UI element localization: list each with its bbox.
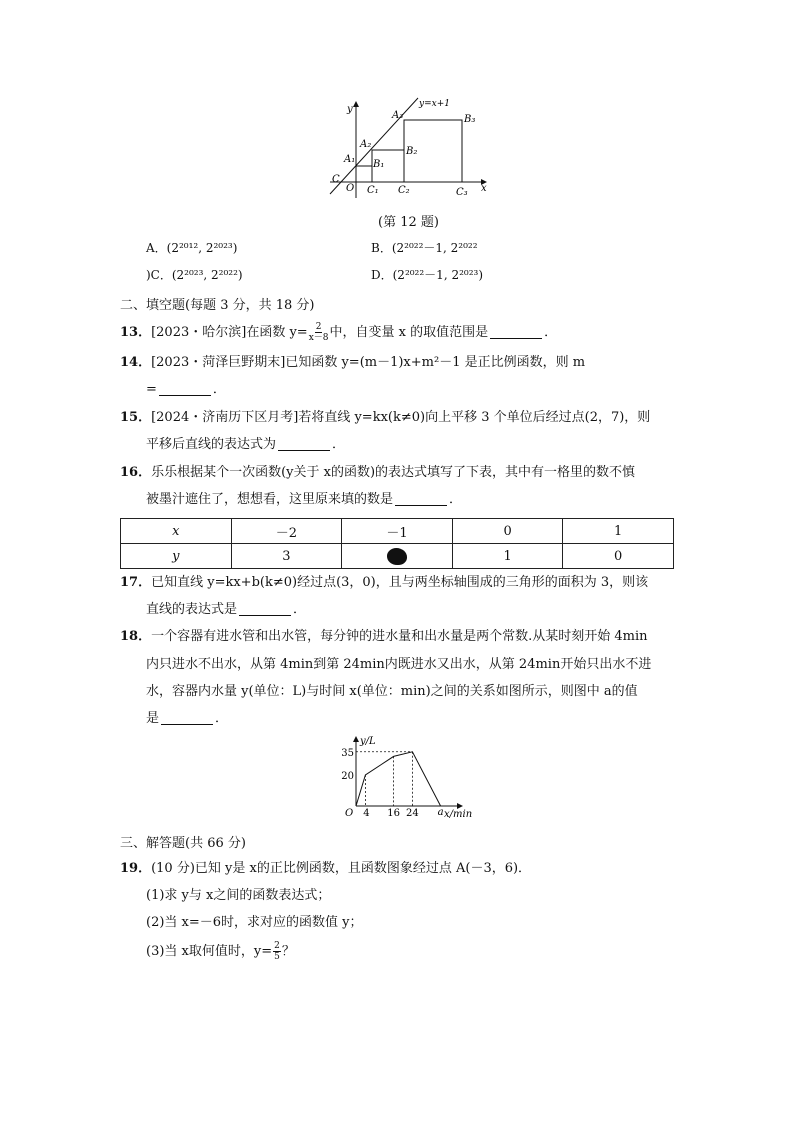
q19-fraction xyxy=(273,941,281,962)
chart-x-label: x/min xyxy=(444,809,473,820)
q15-line1: [2024・济南历下区月考]若将直线 y=kx(k≠0)向上平移 3 个单位后经过点(2，7)，则 xyxy=(151,410,651,425)
option-c: )C．(2²⁰²³, 2²⁰²²) xyxy=(146,268,243,282)
q13-answer-blank[interactable] xyxy=(490,337,542,339)
question-15-line1 xyxy=(120,408,650,428)
q18-line1: 一个容器有进水管和出水管，每分钟的进水量和出水量是两个常数.从某时刻开始 4min xyxy=(151,629,648,644)
point-b2: B₂ xyxy=(406,146,418,157)
q13-end: ． xyxy=(544,325,558,340)
question-16-line2 xyxy=(146,490,462,510)
q19-p3-post: ？ xyxy=(281,944,295,959)
figure-12-caption: (第 12 题) xyxy=(378,215,439,230)
table-cell: 1 xyxy=(452,544,563,569)
q17-answer-blank[interactable] xyxy=(239,614,291,616)
table-cell: 3 xyxy=(231,544,342,569)
x-tick-label: a xyxy=(437,807,444,818)
table-cell: －1 xyxy=(342,519,453,544)
point-c: C xyxy=(332,174,340,185)
q19-part-2: (2)当 x=－6时，求对应的函数值 y； xyxy=(146,915,363,930)
point-a2: A₂ xyxy=(360,139,372,150)
table-cell: －2 xyxy=(231,519,342,544)
question-18-line2: 内只进水不出水，从第 4min到第 24min内既进水又出水，从第 24min开始只出水不进 xyxy=(146,657,652,672)
q14-number: 14． xyxy=(120,355,152,370)
q13-post: 中，自变量 x 的取值范围是 xyxy=(329,325,489,340)
q18-line4: 是 xyxy=(146,711,160,726)
point-a1: A₁ xyxy=(344,154,356,165)
y-axis-label: y xyxy=(347,104,353,115)
q17-number: 17． xyxy=(120,575,152,590)
line-label: y=x+1 xyxy=(419,99,450,109)
table-row-y xyxy=(121,544,674,569)
point-a3: A₃ xyxy=(392,110,404,121)
x-tick-label: 16 xyxy=(387,808,400,819)
chart-origin: O xyxy=(345,808,354,819)
x-axis-label: x xyxy=(481,183,487,194)
question-14 xyxy=(120,353,585,373)
section-3-title: 三、解答题(共 66 分) xyxy=(120,836,246,851)
q19-number: 19． xyxy=(120,861,152,876)
q14-cont: = xyxy=(146,382,157,397)
q18-number: 18． xyxy=(120,629,152,644)
origin-label: O xyxy=(346,183,355,194)
water-volume-chart xyxy=(336,734,476,824)
q13-number: 13． xyxy=(120,325,152,340)
option-b: B．(2²⁰²²－1, 2²⁰²² xyxy=(371,241,478,255)
x-tick-label: 24 xyxy=(406,808,419,819)
question-14-cont xyxy=(146,380,226,400)
question-17-line1 xyxy=(120,573,648,593)
q19-p3-pre: (3)当 x取何值时，y= xyxy=(146,944,273,959)
square-1 xyxy=(356,166,372,182)
series-line xyxy=(356,752,441,806)
q18-end: ． xyxy=(215,711,229,726)
q14-answer-blank[interactable] xyxy=(159,394,211,396)
point-c3: C₃ xyxy=(456,187,468,198)
q16-end: ． xyxy=(449,492,463,507)
table-row-x xyxy=(121,519,674,544)
q19-frac-den: 5 xyxy=(274,952,280,962)
question-16-line1 xyxy=(120,463,635,483)
q19-frac-num: 2 xyxy=(274,941,280,951)
q19-part-3 xyxy=(146,941,295,962)
q14-end: ． xyxy=(212,382,226,397)
q13-pre: [2023・哈尔滨]在函数 y= xyxy=(151,325,308,340)
line-y-x-plus-1 xyxy=(330,98,418,194)
q17-line2: 直线的表达式是 xyxy=(146,602,238,617)
chart-y-label: y/L xyxy=(360,736,376,747)
q19-part-1: (1)求 y与 x之间的函数表达式； xyxy=(146,888,331,903)
q16-number: 16． xyxy=(120,465,152,480)
q16-line2: 被墨汁遮住了，想想看，这里原来填的数是 xyxy=(146,492,394,507)
point-b3: B₃ xyxy=(464,114,476,125)
point-b1: B₁ xyxy=(373,159,385,170)
q17-end: ． xyxy=(293,602,307,617)
table-cell-ink-blot xyxy=(342,544,453,569)
y-tick-label: 35 xyxy=(341,747,354,759)
point-c1: C₁ xyxy=(367,185,379,196)
figure-12 xyxy=(326,92,492,204)
table-cell: 1 xyxy=(563,519,674,544)
q16-line1: 乐乐根据某个一次函数(y关于 x的函数)的表达式填写了下表，其中有一格里的数不慎 xyxy=(151,465,636,480)
option-a: A．(2²⁰¹², 2²⁰²³) xyxy=(146,241,238,255)
point-c2: C₂ xyxy=(398,185,410,196)
q13-frac-den: x－8 xyxy=(308,333,329,343)
question-15-line2 xyxy=(146,435,345,455)
q15-answer-blank[interactable] xyxy=(278,449,330,451)
y-tick-label: 20 xyxy=(341,771,354,782)
question-17-line2 xyxy=(146,600,306,620)
table-cell: 0 xyxy=(452,519,563,544)
ink-blot-icon xyxy=(387,548,407,565)
q17-line1: 已知直线 y=kx+b(k≠0)经过点(3，0)，且与两坐标轴围成的三角形的面积为 3，则该 xyxy=(151,575,649,590)
option-d: D．(2²⁰²²－1, 2²⁰²³) xyxy=(371,268,484,282)
q15-end: ． xyxy=(332,437,346,452)
value-table xyxy=(120,518,674,569)
q16-answer-blank[interactable] xyxy=(395,504,447,506)
x-tick-label: 4 xyxy=(363,808,370,819)
table-cell: y xyxy=(121,544,232,569)
q15-line2: 平移后直线的表达式为 xyxy=(146,437,277,452)
table-cell: x xyxy=(121,519,232,544)
question-18-line4 xyxy=(146,709,228,729)
table-cell: 0 xyxy=(563,544,674,569)
question-13 xyxy=(120,322,557,343)
q19-line1: (10 分)已知 y是 x的正比例函数，且函数图象经过点 A(－3，6)． xyxy=(151,861,532,876)
q13-fraction xyxy=(309,322,329,343)
question-18-line1 xyxy=(120,627,648,647)
section-2-title: 二、填空题(每题 3 分，共 18 分) xyxy=(120,298,315,313)
q18-answer-blank[interactable] xyxy=(161,723,213,725)
question-18-line3: 水，容器内水量 y(单位：L)与时间 x(单位：min)之间的关系如图所示，则图中 a的值 xyxy=(146,684,638,699)
question-19-line1 xyxy=(120,859,531,879)
q15-number: 15． xyxy=(120,410,152,425)
q13-frac-num: 2 xyxy=(315,322,322,332)
q14-text: [2023・菏泽巨野期末]已知函数 y=(m－1)x+m²－1 是正比例函数，则 m xyxy=(151,355,586,370)
